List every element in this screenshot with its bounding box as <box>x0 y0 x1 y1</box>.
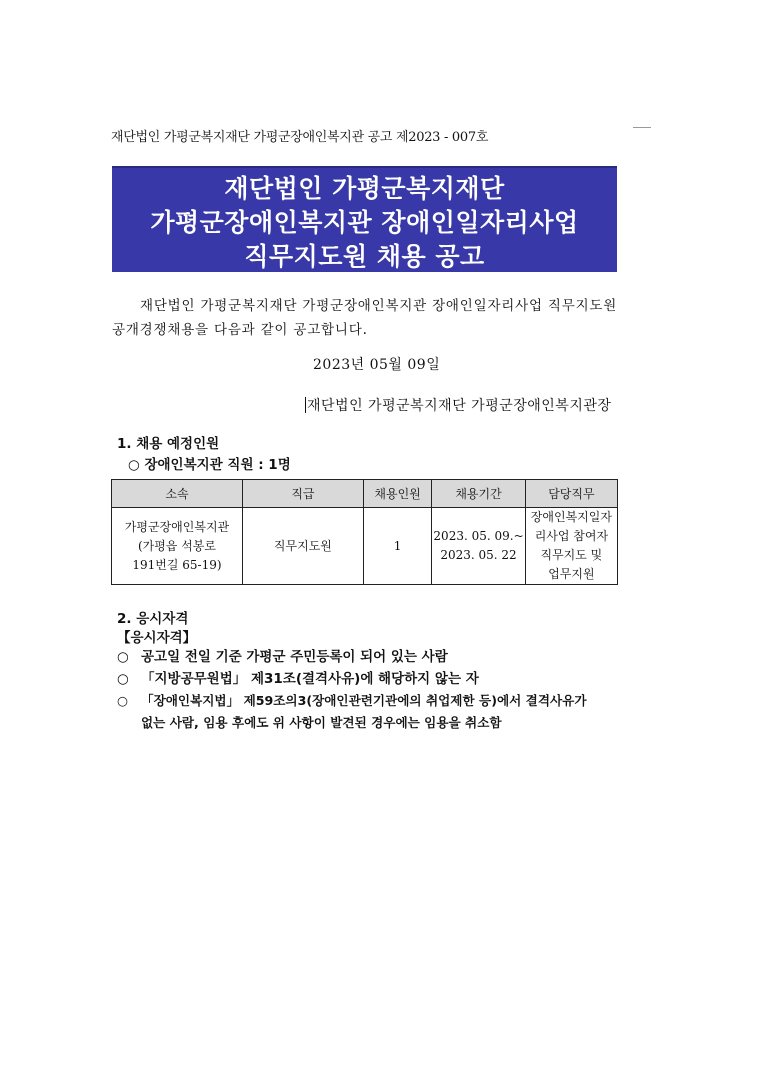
section-2-bracket: 【응시자격】 <box>117 630 197 646</box>
duty-line-1: 장애인복지일자 <box>530 510 612 524</box>
org-line-1: 가평군장애인복지관 <box>124 519 230 534</box>
bullet-circle-icon: ○ <box>117 671 129 687</box>
cell-period <box>432 508 525 585</box>
header-org: 소속 <box>112 480 243 508</box>
duty-line-3: 직무지도 및 <box>540 548 603 562</box>
org-line-3: 191번길 65-19) <box>132 557 222 572</box>
text-cursor <box>305 397 306 413</box>
qualification-item <box>117 668 637 690</box>
corner-mark <box>633 127 651 128</box>
qualification-item <box>117 646 637 668</box>
section-1-subtitle: ○ 장애인복지관 직원 : 1명 <box>128 457 291 473</box>
table-row <box>112 508 618 585</box>
cell-rank: 직무지도원 <box>242 508 363 585</box>
title-line-3: 직무지도원 채용 공고 <box>244 242 485 271</box>
recruitment-table <box>111 479 618 585</box>
cell-count: 1 <box>363 508 431 585</box>
bullet-circle-icon: ○ <box>117 649 129 665</box>
qualification-text-continued: 없는 사람, 임용 후에도 위 사항이 발견된 경우에는 임용을 취소함 <box>141 715 502 730</box>
cell-duty <box>525 508 617 585</box>
section-1-title: 1. 채용 예정인원 <box>117 436 220 452</box>
title-banner <box>112 166 617 272</box>
header-duty: 담당직무 <box>525 480 617 508</box>
cell-org <box>112 508 243 585</box>
intro-line-1: 재단법인 가평군복지재단 가평군장애인복지관 장애인일자리사업 직무지도원 <box>140 298 618 314</box>
org-line-2: (가평읍 석봉로 <box>137 538 216 553</box>
notice-number: 재단법인 가평군복지재단 가평군장애인복지관 공고 제2023 - 007호 <box>111 130 489 145</box>
qualification-text: 공고일 전일 기준 가평군 주민등록이 되어 있는 사람 <box>141 649 448 665</box>
issuer-name: 재단법인 가평군복지재단 가평군장애인복지관장 <box>307 398 612 414</box>
period-line-1: 2023. 05. 09.~ <box>433 529 524 543</box>
qualification-text: 「장애인복지법」 제59조의3(장애인관련기관에의 취업제한 등)에서 결격사유가 <box>141 693 587 708</box>
bullet-circle-icon: ○ <box>117 693 128 708</box>
title-line-2: 가평군장애인복지관 장애인일자리사업 <box>150 208 579 237</box>
duty-line-4: 업무지원 <box>548 567 595 581</box>
header-period: 채용기간 <box>432 480 525 508</box>
qualification-text: 「지방공무원법」 제31조(결격사유)에 해당하지 않는 자 <box>141 671 479 687</box>
intro-paragraph <box>112 294 632 342</box>
section-2-title: 2. 응시자격 <box>117 611 189 627</box>
period-line-2: 2023. 05. 22 <box>440 548 517 562</box>
title-line-1: 재단법인 가평군복지재단 <box>224 174 505 203</box>
header-count: 채용인원 <box>363 480 431 508</box>
qualification-item <box>117 690 637 734</box>
table-header-row <box>112 480 618 508</box>
issuer <box>305 395 611 415</box>
notice-date: 2023년 05월 09일 <box>313 357 441 373</box>
intro-line-2: 공개경쟁채용을 다음과 같이 공고합니다. <box>112 322 368 338</box>
header-rank: 직급 <box>242 480 363 508</box>
duty-line-2: 리사업 참여자 <box>534 529 609 543</box>
